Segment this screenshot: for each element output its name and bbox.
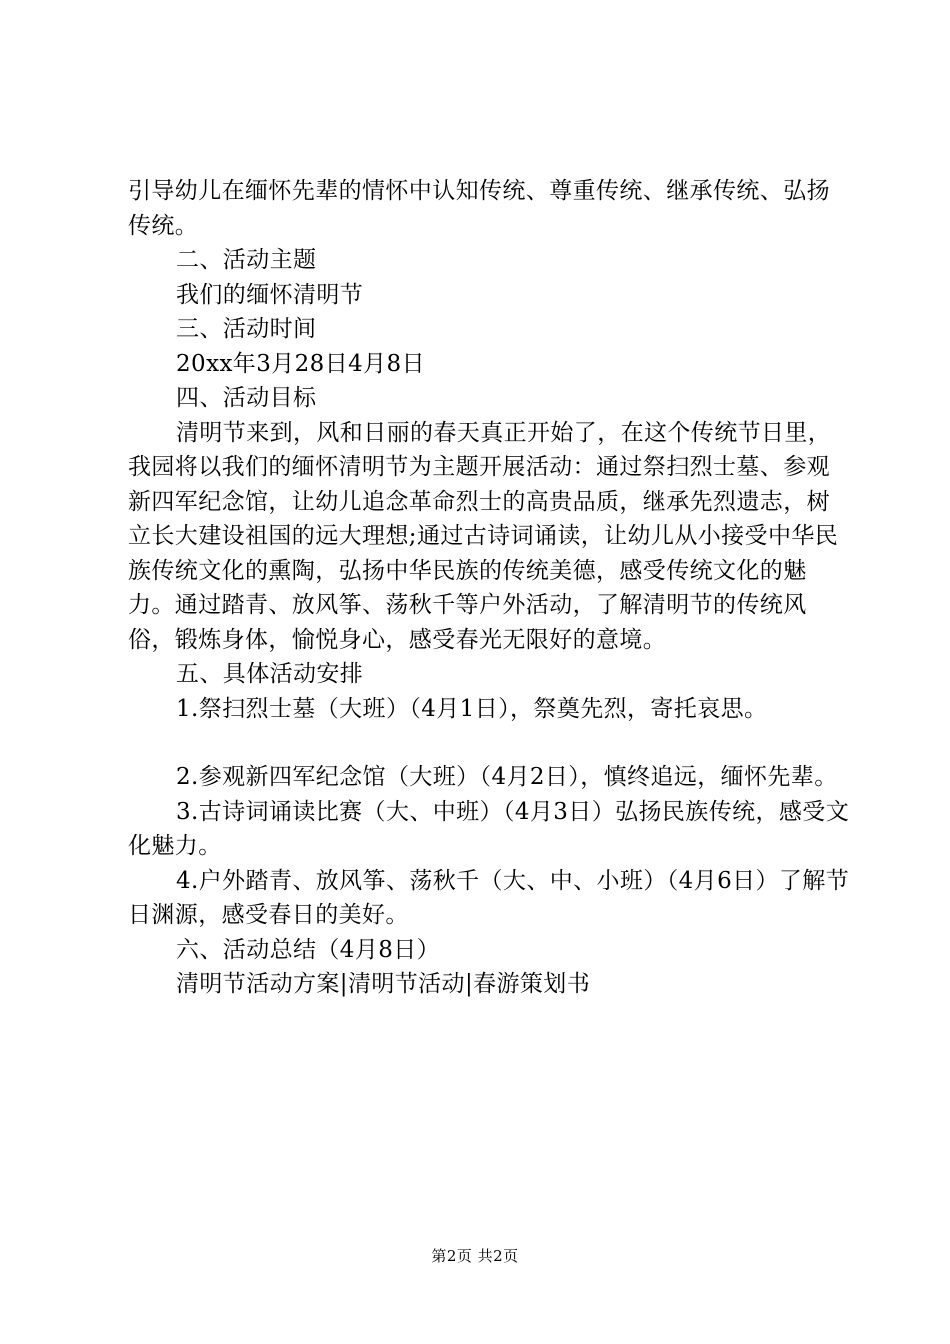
paragraph-activity-time: 20xx年3月28日4月8日 bbox=[176, 350, 425, 377]
page-number-footer: 第2页 共2页 bbox=[431, 1247, 519, 1265]
heading-activity-time: 三、活动时间 bbox=[176, 316, 317, 342]
list-item-schedule-2: 2.参观新四军纪念馆（大班）（4月2日），慎终追远，缅怀先辈。 bbox=[176, 764, 838, 790]
list-item-schedule-3: 3.古诗词诵读比赛（大、中班）（4月3日）弘扬民族传统，感受文化魅力。 bbox=[128, 798, 850, 859]
paragraph-intro-continuation: 引导幼儿在缅怀先辈的情怀中认知传统、尊重传统、继承传统、弘扬传统。 bbox=[128, 178, 830, 239]
document-body bbox=[128, 174, 852, 1002]
heading-activity-theme: 二、活动主题 bbox=[176, 247, 317, 273]
heading-activity-summary: 六、活动总结（4月8日） bbox=[176, 936, 441, 963]
paragraph-activity-theme: 我们的缅怀清明节 bbox=[176, 281, 364, 308]
paragraph-activity-goals: 清明节来到，风和日丽的春天真正开始了，在这个传统节日里，我园将以我们的缅怀清明节为主题开展活动：通过祭扫烈士墓、参观新四军纪念馆，让幼儿追念革命烈士的高贵品质，继承先烈遗志，树立长大建设祖国的远大理想;通过古诗词诵读，让幼儿从小接受中华民族传统文化的熏陶，弘扬中华民族的传统美德，感受传统文化的魅力。通过踏青、放风筝、荡秋千等户外活动，了解清明节的传统风俗，锻炼身体，愉悦身心，感受春光无限好的意境。 bbox=[128, 419, 839, 653]
paragraph-related-links: 清明节活动方案|清明节活动|春游策划书 bbox=[176, 971, 591, 997]
list-item-schedule-1: 1.祭扫烈士墓（大班）（4月1日），祭奠先烈，寄托哀思。 bbox=[176, 695, 768, 722]
heading-activity-goals: 四、活动目标 bbox=[176, 385, 317, 411]
list-item-schedule-4: 4.户外踏青、放风筝、荡秋千（大、中、小班）（4月6日）了解节日渊源，感受春日的美好。 bbox=[128, 867, 850, 928]
heading-activity-schedule: 五、具体活动安排 bbox=[176, 661, 364, 687]
